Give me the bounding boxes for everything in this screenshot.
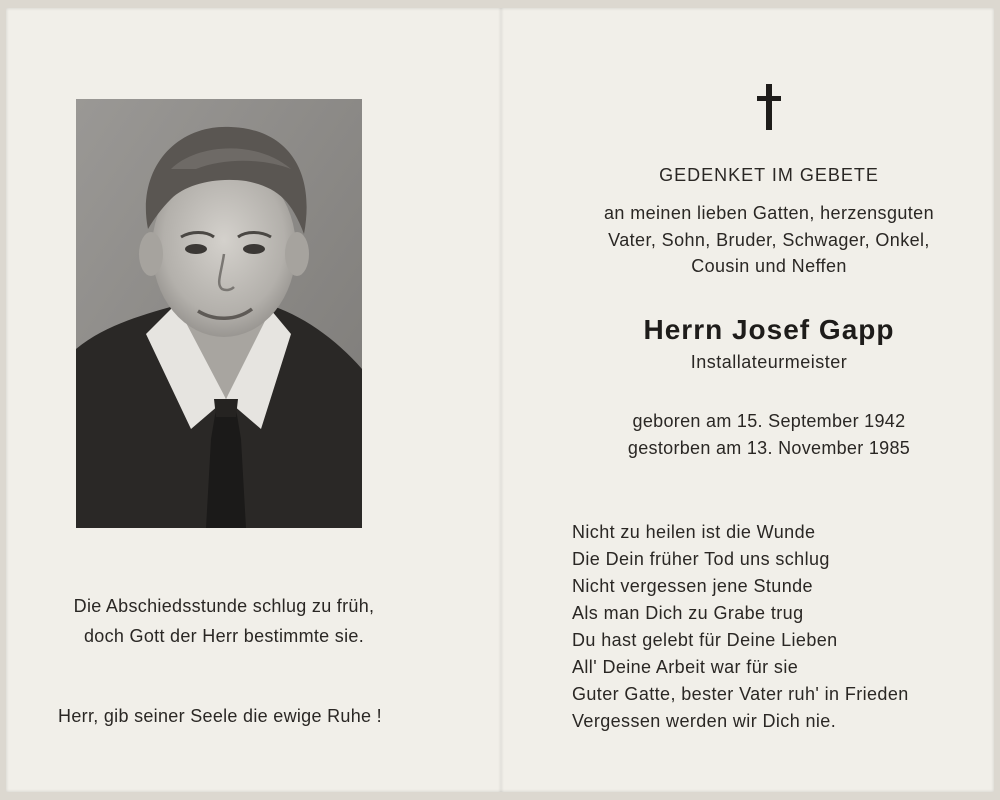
poem-line: Als man Dich zu Grabe trug [572, 603, 804, 623]
deceased-name: Herrn Josef Gapp [643, 314, 895, 345]
death-date: gestorben am 13. November 1985 [627, 438, 911, 458]
portrait-image [76, 99, 362, 528]
memorial-card [6, 8, 994, 792]
poem-line: Du hast gelebt für Deine Lieben [572, 630, 838, 650]
heading: GEDENKET IM GEBETE [659, 165, 879, 185]
farewell-verse [14, 591, 434, 651]
portrait-photo [76, 99, 362, 528]
verse-line: doch Gott der Herr bestimmte sie. [84, 626, 364, 646]
dedication-line: an meinen lieben Gatten, herzensguten [603, 203, 935, 223]
dedication-line: Vater, Sohn, Bruder, Schwager, Onkel, [608, 229, 930, 250]
poem-line: All' Deine Arbeit war für sie [572, 657, 799, 677]
cross-icon [749, 82, 789, 132]
poem-line: Die Dein früher Tod uns schlug [572, 549, 830, 569]
birth-date: geboren am 15. September 1942 [632, 411, 906, 431]
life-dates [544, 408, 994, 462]
prayer-text: Herr, gib seiner Seele die ewige Ruhe ! [58, 706, 382, 726]
poem-line: Nicht vergessen jene Stunde [572, 576, 813, 596]
poem-line: Nicht zu heilen ist die Wunde [572, 522, 816, 542]
right-panel [504, 8, 994, 792]
dedication [544, 200, 994, 280]
poem-line: Guter Gatte, bester Vater ruh' in Frieden [572, 684, 909, 704]
verse-line: Die Abschiedsstunde schlug zu früh, [73, 596, 375, 616]
left-panel [6, 8, 498, 792]
profession: Installateurmeister [690, 352, 848, 372]
dedication-line: Cousin und Neffen [691, 256, 847, 276]
memorial-poem [572, 519, 909, 735]
poem-line: Vergessen werden wir Dich nie. [572, 711, 837, 731]
prayer-line [0, 701, 440, 731]
